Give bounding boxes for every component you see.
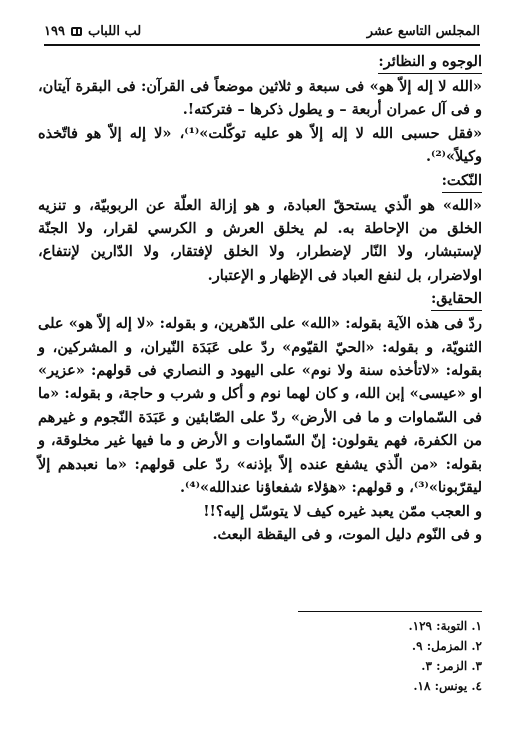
main-text: [38, 50, 482, 546]
paragraph: «فقل حسبى الله لا إله إلاّ هو عليه توكّلت»⁽¹⁾، «لا إله إلاّ هو فاتّخذه وكيلاً»⁽²⁾.: [38, 124, 483, 166]
paragraph: و فى النّوم دليل الموت، و فى اليقظة البعث.: [212, 525, 482, 543]
paragraph: و العجب ممّن يعبد غيره كيف لا يتوسّل إليه؟!!: [203, 502, 482, 520]
section-heading-wujuh: الوجوه و النظائر:: [378, 52, 482, 74]
running-header: [44, 20, 480, 42]
paragraph: «الله لا إله إلاّ هو» فى سبعة و ثلاثين موضعاً فى القرآن: فى البقرة آيتان، و فى آل عمران أربعة – و يطول ذكرها – فتركته!.: [38, 78, 482, 119]
footnotes: [300, 616, 482, 696]
footnote-item: ٢. المزمل: ٩.: [411, 639, 482, 653]
book-title: لب اللباب: [87, 23, 142, 39]
header-book: [44, 24, 141, 39]
header-chapter: [367, 24, 480, 39]
paragraph: ردّ فى هذه الآية بقوله: «الله» على الدّهرين، و بقوله: «لا إله إلاّ هو» على الثنويّة، و بقوله: «الحيّ القيّوم» ردّ على عَبَدَة النّيران، و المشركين، و بقوله: «لاتأخذه سنة ولا نوم» على اليهود و النصاري فى قولهم: «عزير» او «عيسى» إبن الله، و كان لهما نوم و أكل و شرب و حاجة، و بقوله: «ما فى السّماوات و ما فى الأرض» ردّ على الصّابئين و عَبَدَة النّجوم و غيرهم من الكفرة، فهم يقولون: إنّ السّماوات و الأرض و ما فيها غير مخلوقة، و بقوله: «من الّذي يشفع عنده إلاّ بإذنه» ردّ على قولهم: «ما نعبدهم إلاّ ليقرّبونا»⁽³⁾، و قولهم: «هؤلاء شفعاؤنا عندالله»⁽⁴⁾.: [38, 315, 482, 497]
book-icon: [71, 27, 82, 36]
header-divider: [44, 44, 480, 46]
footnote-divider: [298, 611, 482, 612]
chapter-title: المجلس التاسع عشر: [366, 23, 480, 39]
section-heading-nukat: النّكت:: [442, 171, 482, 193]
footnote-item: ٣. الزمر: ٣.: [421, 659, 482, 673]
page-number: ١٩٩: [44, 23, 65, 39]
section-heading-haqaiq: الحقايق:: [431, 289, 482, 311]
footnote-item: ١. التوبة: ١٢٩.: [408, 619, 482, 633]
paragraph: «الله» هو الّذي يستحقّ العبادة، و هو إزالة العلّة عن الربوبيّة، و تنزيه الخلق من الإحاطة به. لم يخلق العرش و الكرسي لقرار، ولا الجنّة لإستبشار، ولا النّار لإضطرار، ولا الخلق لإفتقار، ولا الدّارين لإنتفاع، اولاضرار، بل لنفع العباد فى الإظهار و الإعتبار.: [38, 196, 482, 284]
footnote-item: ٤. يونس: ١٨.: [413, 679, 482, 693]
